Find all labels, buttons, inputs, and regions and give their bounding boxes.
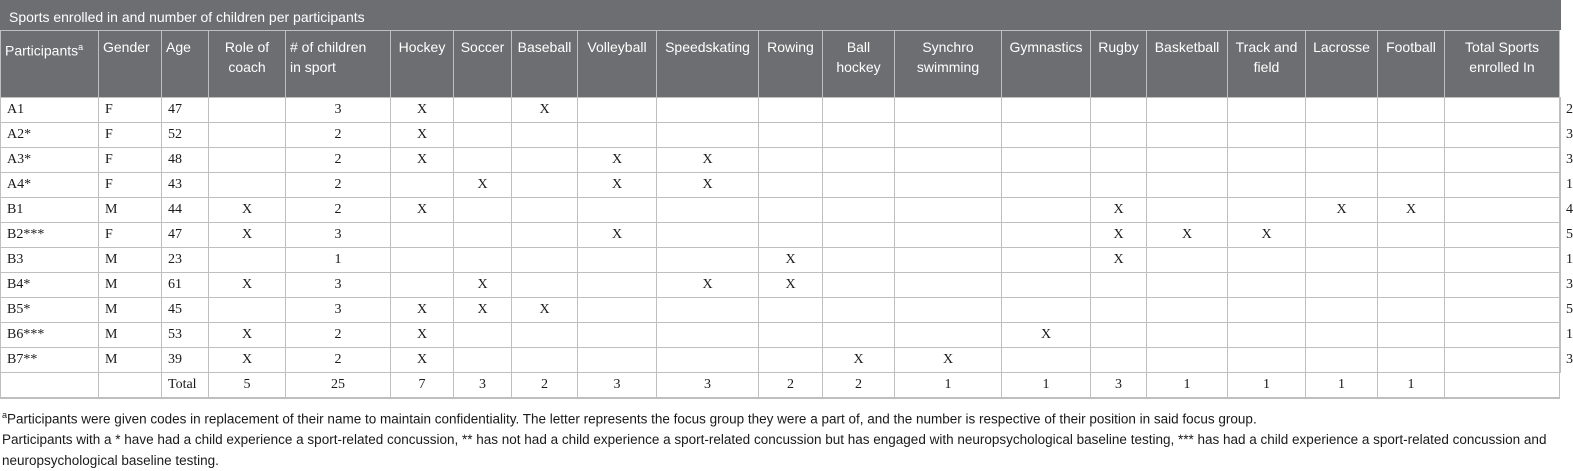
table-cell — [391, 173, 454, 198]
table-cell: M — [99, 198, 162, 223]
table-cell: X — [209, 323, 286, 348]
total-cell: 1 — [895, 373, 1002, 399]
table-cell: X — [512, 298, 578, 323]
table-cell: X — [823, 348, 895, 373]
table-cell: 3 — [286, 273, 391, 298]
participant-code-cell: A4* — [1, 173, 99, 198]
table-cell: X — [657, 273, 759, 298]
total-cell: 3 — [657, 373, 759, 399]
table-cell: X — [1306, 198, 1378, 223]
table-cell — [1002, 98, 1091, 123]
table-cell — [895, 273, 1002, 298]
table-cell — [1445, 123, 1560, 148]
table-cell — [1147, 348, 1228, 373]
table-cell — [1378, 148, 1445, 173]
table-cell — [1228, 273, 1306, 298]
table-cell: 48 — [162, 148, 209, 173]
table-cell — [1445, 98, 1560, 123]
table-row — [1, 148, 1561, 173]
table-cell — [1306, 98, 1378, 123]
table-cell: X — [391, 98, 454, 123]
table-cell: 2 — [286, 348, 391, 373]
table-cell — [1445, 273, 1560, 298]
table-cell: F — [99, 148, 162, 173]
total-cell: 2 — [823, 373, 895, 399]
table-cell — [1147, 98, 1228, 123]
header-total-sports: Total Sports enrolled In — [1445, 31, 1560, 98]
table-cell: 3 — [1560, 348, 1561, 373]
participant-code-cell: B6*** — [1, 323, 99, 348]
table-cell: 45 — [162, 298, 209, 323]
table-cell — [1445, 248, 1560, 273]
table-cell — [578, 323, 657, 348]
table-cell — [657, 348, 759, 373]
table-cell: X — [209, 273, 286, 298]
table-cell — [512, 323, 578, 348]
table-body — [1, 98, 1573, 399]
table-row — [1, 348, 1561, 373]
table-cell — [512, 348, 578, 373]
table-cell — [209, 173, 286, 198]
total-cell: 1 — [1002, 373, 1091, 399]
table-cell — [1228, 98, 1306, 123]
participant-code-cell: A1 — [1, 98, 99, 123]
table-cell: 43 — [162, 173, 209, 198]
table-cell — [454, 148, 512, 173]
table-cell: X — [209, 223, 286, 248]
table-cell — [895, 298, 1002, 323]
table-cell — [578, 123, 657, 148]
header-synchro-swimming: Synchro swimming — [895, 31, 1002, 98]
table-cell: 3 — [286, 223, 391, 248]
table-cell — [1147, 148, 1228, 173]
table-cell — [759, 298, 823, 323]
table-row — [1, 123, 1561, 148]
table-cell: X — [391, 348, 454, 373]
table-cell — [1228, 348, 1306, 373]
table-cell — [759, 323, 823, 348]
total-cell: 3 — [1091, 373, 1147, 399]
table-cell: X — [391, 298, 454, 323]
table-footnotes — [0, 399, 1561, 471]
header-track-and-field: Track and field — [1228, 31, 1306, 98]
table-cell — [209, 298, 286, 323]
table-cell — [1378, 223, 1445, 248]
table-cell — [1306, 248, 1378, 273]
total-cell: 1 — [1306, 373, 1378, 399]
table-cell — [657, 223, 759, 248]
table-cell: X — [209, 348, 286, 373]
table-cell — [657, 123, 759, 148]
table-cell: 2 — [286, 173, 391, 198]
participant-code-cell: B7** — [1, 348, 99, 373]
table-cell: X — [391, 123, 454, 148]
table-cell: 53 — [162, 323, 209, 348]
total-cell — [1445, 373, 1560, 399]
table-cell: X — [1147, 223, 1228, 248]
table-cell — [1002, 273, 1091, 298]
table-cell — [1002, 198, 1091, 223]
table-cell — [1378, 298, 1445, 323]
header-gender: Gender — [99, 31, 162, 98]
total-cell: 2 — [512, 373, 578, 399]
table-cell — [657, 248, 759, 273]
participant-code-cell: B2*** — [1, 223, 99, 248]
table-cell — [895, 173, 1002, 198]
table-cell — [209, 98, 286, 123]
table-cell — [657, 98, 759, 123]
table-cell — [895, 198, 1002, 223]
participant-code-cell: B4* — [1, 273, 99, 298]
table-row — [1, 298, 1561, 323]
table-cell — [1091, 348, 1147, 373]
table-cell: X — [454, 273, 512, 298]
table-cell — [1306, 223, 1378, 248]
participant-code-cell: A2* — [1, 123, 99, 148]
table-cell: 3 — [286, 298, 391, 323]
table-cell — [657, 198, 759, 223]
table-cell: X — [454, 298, 512, 323]
table-cell — [1002, 148, 1091, 173]
table-cell: X — [391, 323, 454, 348]
total-cell — [1, 373, 99, 399]
header-row — [1, 31, 1561, 98]
table-cell — [823, 148, 895, 173]
header-rowing: Rowing — [759, 31, 823, 98]
table-cell — [454, 223, 512, 248]
table-row — [1, 273, 1561, 298]
table-cell: X — [759, 248, 823, 273]
table-cell: M — [99, 348, 162, 373]
total-cell: 25 — [286, 373, 391, 399]
table-cell: X — [1228, 223, 1306, 248]
table-cell — [454, 198, 512, 223]
table-cell: 2 — [1560, 98, 1561, 123]
table-cell — [1228, 198, 1306, 223]
table-row — [1, 323, 1561, 348]
table-cell: 2 — [286, 198, 391, 223]
total-cell: 1 — [1147, 373, 1228, 399]
table-cell: 52 — [162, 123, 209, 148]
table-cell — [1445, 223, 1560, 248]
table-cell — [1306, 148, 1378, 173]
table-cell — [1091, 148, 1147, 173]
table-cell: 47 — [162, 98, 209, 123]
total-label-cell: Total — [162, 373, 209, 399]
header-participants: Participants$^a$ — [1, 31, 99, 98]
table-cell: M — [99, 273, 162, 298]
table-cell — [512, 248, 578, 273]
table-caption: Sports enrolled in and number of children per participants — [0, 0, 1561, 30]
header-volleyball: Volleyball — [578, 31, 657, 98]
header-speedskating: Speedskating — [657, 31, 759, 98]
sports-table — [0, 30, 1573, 399]
header-age: Age — [162, 31, 209, 98]
table-cell — [578, 198, 657, 223]
table-cell — [823, 223, 895, 248]
table-cell — [578, 248, 657, 273]
table-cell: X — [1091, 223, 1147, 248]
table-cell — [454, 98, 512, 123]
table-cell — [1147, 173, 1228, 198]
total-cell: 5 — [209, 373, 286, 399]
table-cell — [1306, 123, 1378, 148]
table-cell — [454, 348, 512, 373]
table-cell — [823, 173, 895, 198]
table-cell — [1378, 98, 1445, 123]
table-cell — [823, 298, 895, 323]
table-cell: 3 — [1560, 148, 1561, 173]
table-cell: 1 — [1560, 248, 1561, 273]
table-cell — [1002, 223, 1091, 248]
table-cell — [1147, 248, 1228, 273]
table-cell — [1002, 123, 1091, 148]
table-cell: F — [99, 98, 162, 123]
table-cell: 1 — [1560, 173, 1561, 198]
table-cell: 39 — [162, 348, 209, 373]
table-cell: X — [895, 348, 1002, 373]
table-row — [1, 248, 1561, 273]
table-cell — [454, 123, 512, 148]
table-cell — [1091, 298, 1147, 323]
table-cell — [1002, 298, 1091, 323]
table-cell — [759, 223, 823, 248]
table-cell — [1445, 348, 1560, 373]
table-cell: X — [759, 273, 823, 298]
table-row — [1, 198, 1561, 223]
table-cell — [1147, 198, 1228, 223]
table-cell — [895, 98, 1002, 123]
table-cell — [1091, 323, 1147, 348]
table-cell — [391, 273, 454, 298]
table-cell: X — [391, 148, 454, 173]
table-cell: 1 — [1560, 323, 1561, 348]
table-cell — [454, 248, 512, 273]
table-cell: 2 — [286, 148, 391, 173]
table-cell: 47 — [162, 223, 209, 248]
table-cell: 61 — [162, 273, 209, 298]
table-cell — [895, 123, 1002, 148]
table-cell — [1228, 298, 1306, 323]
table-cell: 3 — [286, 98, 391, 123]
table-cell — [1306, 173, 1378, 198]
table-cell: 5 — [1560, 298, 1561, 323]
table-cell — [391, 223, 454, 248]
table-cell — [1228, 148, 1306, 173]
table-cell — [823, 98, 895, 123]
participant-code-cell: B1 — [1, 198, 99, 223]
table-cell: X — [578, 223, 657, 248]
table-cell — [759, 123, 823, 148]
table-cell — [578, 98, 657, 123]
table-cell — [391, 248, 454, 273]
table-cell: X — [657, 148, 759, 173]
table-cell — [823, 323, 895, 348]
table-cell: M — [99, 248, 162, 273]
table-cell: X — [1091, 198, 1147, 223]
header-soccer: Soccer — [454, 31, 512, 98]
header-gymnastics: Gymnastics — [1002, 31, 1091, 98]
table-cell — [759, 348, 823, 373]
table-cell — [1228, 173, 1306, 198]
table-cell — [895, 223, 1002, 248]
table-cell — [578, 273, 657, 298]
table-cell — [1378, 123, 1445, 148]
table-cell: M — [99, 298, 162, 323]
table-cell — [823, 123, 895, 148]
table-cell: 1 — [286, 248, 391, 273]
table-cell — [657, 323, 759, 348]
header-children-in-sport: # of children in sport — [286, 31, 391, 98]
total-cell: 7 — [391, 373, 454, 399]
table-cell: X — [657, 173, 759, 198]
table-cell — [1445, 323, 1560, 348]
footnote-a: $^a$Participants were given codes in replacement of their name to maintain confidentiality. The letter represents the focus group they were a part of, and the number is respective of their position in said focus group. — [2, 410, 1257, 427]
table-cell: X — [209, 198, 286, 223]
table-cell — [1445, 298, 1560, 323]
table-cell — [1445, 173, 1560, 198]
table-cell — [759, 98, 823, 123]
table-cell — [1147, 323, 1228, 348]
table-cell — [512, 223, 578, 248]
table-cell — [1228, 323, 1306, 348]
table-cell: X — [454, 173, 512, 198]
table-cell — [512, 123, 578, 148]
table-cell — [1002, 348, 1091, 373]
table-cell — [895, 148, 1002, 173]
table-cell — [823, 273, 895, 298]
table-cell — [823, 198, 895, 223]
table-cell — [1378, 348, 1445, 373]
table-cell — [1378, 173, 1445, 198]
table-cell — [578, 298, 657, 323]
table-cell — [1445, 148, 1560, 173]
header-rugby: Rugby — [1091, 31, 1147, 98]
table-cell — [1147, 273, 1228, 298]
table-cell — [823, 248, 895, 273]
table-cell: X — [1378, 198, 1445, 223]
total-row — [1, 373, 1561, 399]
table-cell: X — [1002, 323, 1091, 348]
table-cell: 2 — [286, 123, 391, 148]
table-row — [1, 173, 1561, 198]
table-cell — [1147, 298, 1228, 323]
table-cell: X — [512, 98, 578, 123]
table-cell — [1091, 98, 1147, 123]
table-cell: X — [1091, 248, 1147, 273]
header-role-of-coach: Role of coach — [209, 31, 286, 98]
table-cell: 5 — [1560, 223, 1561, 248]
table-cell: X — [578, 173, 657, 198]
table-cell: 4 — [1560, 198, 1561, 223]
participant-code-cell: B5* — [1, 298, 99, 323]
table-cell — [1306, 273, 1378, 298]
table-cell — [895, 323, 1002, 348]
header-ball-hockey: Ball hockey — [823, 31, 895, 98]
total-cell: 1 — [1378, 373, 1445, 399]
total-cell: 1 — [1228, 373, 1306, 399]
table-cell — [1445, 198, 1560, 223]
table-cell: 44 — [162, 198, 209, 223]
header-hockey: Hockey — [391, 31, 454, 98]
table-cell — [1378, 248, 1445, 273]
header-football: Football — [1378, 31, 1445, 98]
table-row — [1, 98, 1561, 123]
table-cell — [512, 148, 578, 173]
participant-code-cell: B3 — [1, 248, 99, 273]
table-cell — [759, 198, 823, 223]
table-cell — [895, 248, 1002, 273]
table-row — [1, 223, 1561, 248]
total-cell: 3 — [454, 373, 512, 399]
table-cell — [578, 348, 657, 373]
table-cell: M — [99, 323, 162, 348]
table-cell — [209, 248, 286, 273]
table-cell: 23 — [162, 248, 209, 273]
table-cell — [1091, 173, 1147, 198]
table-cell — [1378, 323, 1445, 348]
table-cell: F — [99, 223, 162, 248]
table-cell — [1378, 273, 1445, 298]
table-cell — [1228, 248, 1306, 273]
table-cell: 2 — [286, 323, 391, 348]
table-cell — [512, 198, 578, 223]
participant-code-cell: A3* — [1, 148, 99, 173]
table-cell — [209, 148, 286, 173]
table-cell: X — [578, 148, 657, 173]
table-cell: 3 — [1560, 273, 1561, 298]
table-cell: 3 — [1560, 123, 1561, 148]
total-cell — [99, 373, 162, 399]
table-cell — [759, 173, 823, 198]
table-cell — [1306, 348, 1378, 373]
table-cell — [759, 148, 823, 173]
table-cell — [1306, 298, 1378, 323]
table-cell — [1091, 273, 1147, 298]
header-lacrosse: Lacrosse — [1306, 31, 1378, 98]
table-cell — [1091, 123, 1147, 148]
header-baseball: Baseball — [512, 31, 578, 98]
table-cell — [1147, 123, 1228, 148]
total-cell: 2 — [759, 373, 823, 399]
footnote-asterisks: Participants with a * have had a child experience a sport-related concussion, ** has not had a child experience a sport-related concussion but has engaged with neuropsychological baseline testing, *** has had a child experience a sport-related concussion and neuropsychological baseline testing. — [2, 432, 1547, 468]
table-cell — [1228, 123, 1306, 148]
table-cell: F — [99, 123, 162, 148]
table-cell — [1306, 323, 1378, 348]
table-cell — [1002, 173, 1091, 198]
table-cell — [1002, 248, 1091, 273]
table-cell — [512, 173, 578, 198]
table-cell — [657, 298, 759, 323]
table-cell — [454, 323, 512, 348]
table-cell: F — [99, 173, 162, 198]
table-cell — [512, 273, 578, 298]
total-cell: 3 — [578, 373, 657, 399]
table-cell — [209, 123, 286, 148]
table-cell: X — [391, 198, 454, 223]
header-basketball: Basketball — [1147, 31, 1228, 98]
